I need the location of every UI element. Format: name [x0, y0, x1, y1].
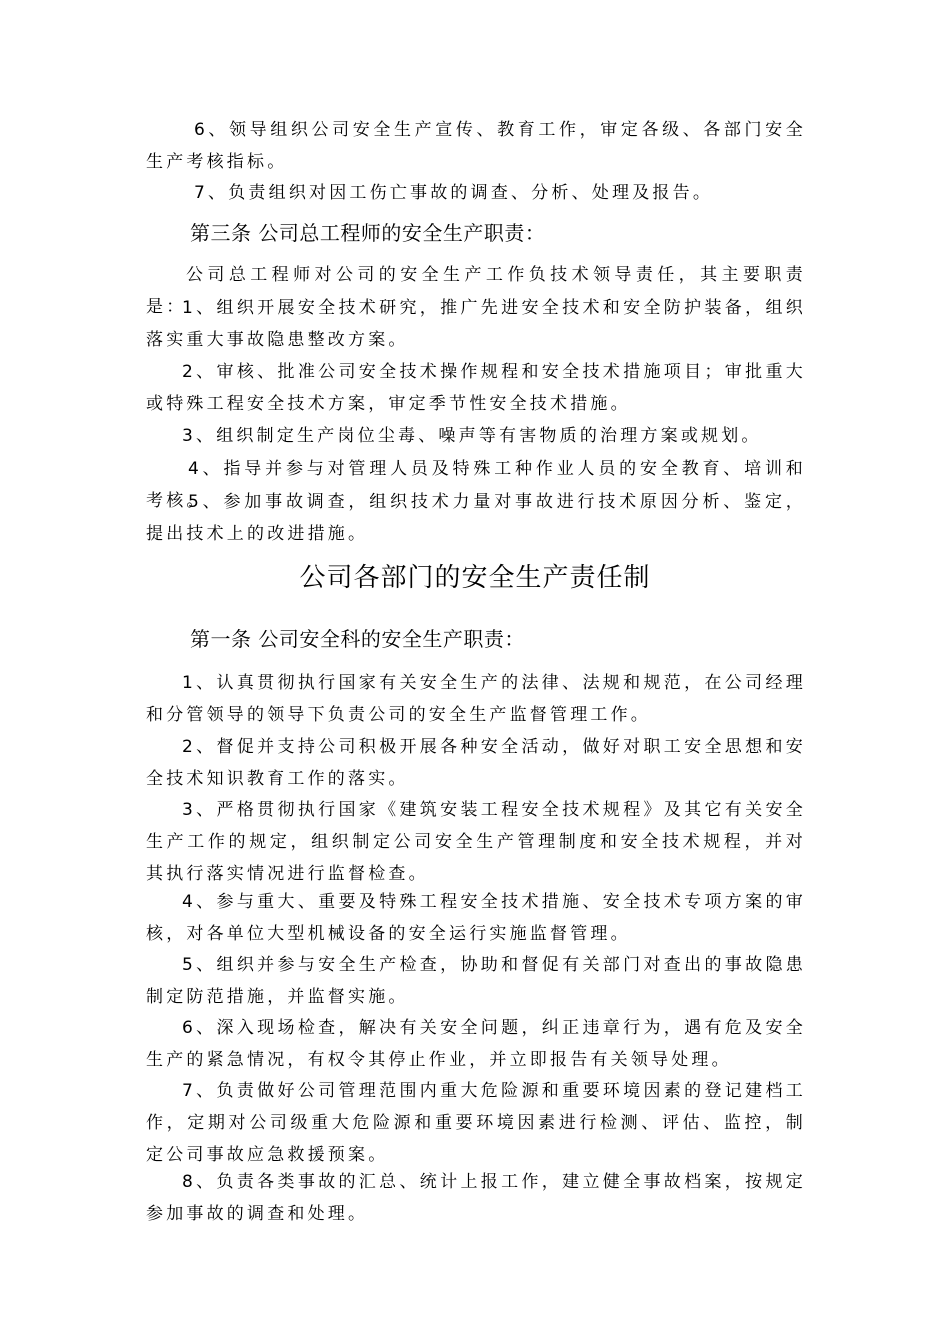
article-1-item-5: 5、组织并参与安全生产检查，协助和督促有关部门对查出的事故隐患制定防范措施，并监督实施。 — [146, 955, 806, 1007]
article-1-item-8: 8、负责各类事故的汇总、统计上报工作，建立健全事故档案，按规定参加事故的调查和处理。 — [146, 1172, 806, 1224]
article-1-item-3: 3、严格贯彻执行国家《建筑安装工程安全技术规程》及其它有关安全生产工作的规定，组织制定公司安全生产管理制度和安全技术规程，并对其执行落实情况进行监督检查。 — [146, 800, 806, 884]
article-1-item-4: 4、参与重大、重要及特殊工程安全技术措施、安全技术专项方案的审核，对各单位大型机械设备的安全运行实施监督管理。 — [146, 892, 806, 944]
article-3-item-3: 3、组织制定生产岗位尘毒、噪声等有害物质的治理方案或规划。 — [182, 426, 762, 446]
article-1-heading: 第一条 公司安全科的安全生产职责： — [190, 627, 525, 651]
article-3-item-2: 2、审核、批准公司安全技术操作规程和安全技术措施项目；审批重大或特殊工程安全技术方案，审定季节性安全技术措施。 — [146, 362, 806, 414]
article-3-item-1: 1、组织开展安全技术研究，推广先进安全技术和安全防护装备，组织落实重大事故隐患整改方案。 — [146, 298, 806, 350]
article-3-intro: 公司总工程师对公司的安全生产工作负技术领导责任，其主要职责是： — [146, 265, 806, 317]
duty-item-7: 7、负责组织对因工伤亡事故的调查、分析、处理及报告。 — [194, 183, 714, 203]
article-3-item-4: 4、指导并参与对管理人员及特殊工种作业人员的安全教育、培训和考核。 — [146, 459, 806, 511]
article-1-item-7: 7、负责做好公司管理范围内重大危险源和重要环境因素的登记建档工作，定期对公司级重大危险源和重要环境因素进行检测、评估、监控，制定公司事故应急救援预案。 — [146, 1081, 806, 1165]
duty-item-6: 6、领导组织公司安全生产宣传、教育工作，审定各级、各部门安全生产考核指标。 — [146, 120, 806, 172]
article-1-item-2: 2、督促并支持公司积极开展各种安全活动，做好对职工安全思想和安全技术知识教育工作的落实。 — [146, 737, 806, 789]
article-3-heading: 第三条 公司总工程师的安全生产职责： — [190, 221, 546, 245]
section-title: 公司各部门的安全生产责任制 — [299, 563, 651, 593]
article-1-item-1: 1、认真贯彻执行国家有关安全生产的法律、法规和规范，在公司经理和分管领导的领导下负责公司的安全生产监督管理工作。 — [146, 673, 806, 725]
article-3-item-5: 5、参加事故调查，组织技术力量对事故进行技术原因分析、鉴定，提出技术上的改进措施。 — [146, 492, 806, 544]
article-1-item-6: 6、深入现场检查，解决有关安全问题，纠正违章行为，遇有危及安全生产的紧急情况，有权令其停止作业，并立即报告有关领导处理。 — [146, 1018, 806, 1070]
